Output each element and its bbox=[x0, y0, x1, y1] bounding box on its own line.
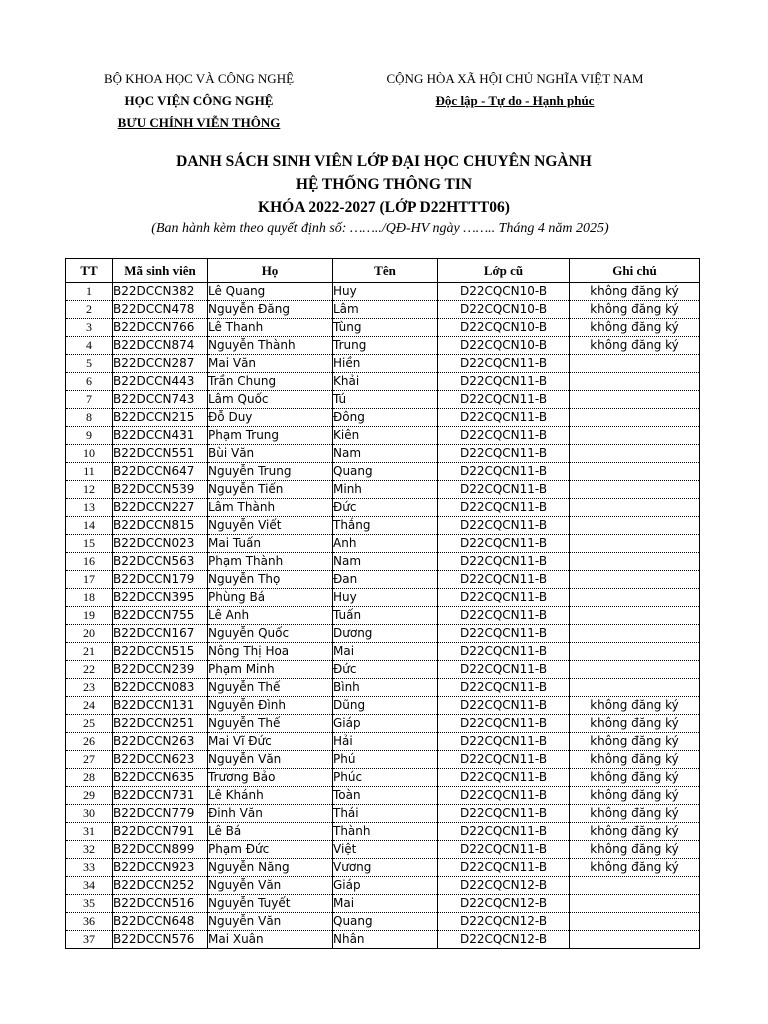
table-row bbox=[66, 391, 700, 409]
column-header-student-id: Mã sinh viên bbox=[113, 259, 208, 283]
given-name-cell: Trung bbox=[333, 337, 438, 355]
student-id-cell: B22DCCN551 bbox=[113, 445, 208, 463]
note-cell bbox=[570, 517, 700, 535]
academy-name-line1: HỌC VIỆN CÔNG NGHỆ bbox=[124, 93, 274, 108]
given-name-cell: Đan bbox=[333, 571, 438, 589]
student-id-cell: B22DCCN923 bbox=[113, 859, 208, 877]
old-class-cell: D22CQCN11-B bbox=[438, 535, 570, 553]
old-class-cell: D22CQCN11-B bbox=[438, 625, 570, 643]
note-cell bbox=[570, 373, 700, 391]
row-number: 24 bbox=[66, 697, 113, 715]
row-number: 30 bbox=[66, 805, 113, 823]
note-cell bbox=[570, 535, 700, 553]
old-class-cell: D22CQCN11-B bbox=[438, 661, 570, 679]
surname-cell: Đinh Văn bbox=[208, 805, 333, 823]
student-id-cell: B22DCCN648 bbox=[113, 913, 208, 931]
given-name-cell: Hải bbox=[333, 733, 438, 751]
surname-cell: Nguyễn Năng bbox=[208, 859, 333, 877]
national-motto bbox=[360, 68, 670, 112]
given-name-cell: Toàn bbox=[333, 787, 438, 805]
surname-cell: Lê Bá bbox=[208, 823, 333, 841]
student-id-cell: B22DCCN239 bbox=[113, 661, 208, 679]
note-cell: không đăng ký bbox=[570, 337, 700, 355]
note-cell bbox=[570, 553, 700, 571]
student-id-cell: B22DCCN251 bbox=[113, 715, 208, 733]
table-row bbox=[66, 877, 700, 895]
note-cell bbox=[570, 895, 700, 913]
given-name-cell: Tú bbox=[333, 391, 438, 409]
surname-cell: Nguyễn Quốc bbox=[208, 625, 333, 643]
note-cell: không đăng ký bbox=[570, 859, 700, 877]
table-row bbox=[66, 553, 700, 571]
table-row bbox=[66, 697, 700, 715]
given-name-cell: Phú bbox=[333, 751, 438, 769]
old-class-cell: D22CQCN11-B bbox=[438, 553, 570, 571]
table-row bbox=[66, 589, 700, 607]
note-cell bbox=[570, 571, 700, 589]
table-row bbox=[66, 499, 700, 517]
row-number: 11 bbox=[66, 463, 113, 481]
surname-cell: Lê Khánh bbox=[208, 787, 333, 805]
given-name-cell: Nam bbox=[333, 445, 438, 463]
row-number: 14 bbox=[66, 517, 113, 535]
row-number: 4 bbox=[66, 337, 113, 355]
old-class-cell: D22CQCN12-B bbox=[438, 877, 570, 895]
table-row bbox=[66, 373, 700, 391]
surname-cell: Phùng Bá bbox=[208, 589, 333, 607]
student-id-cell: B22DCCN382 bbox=[113, 283, 208, 301]
note-cell bbox=[570, 445, 700, 463]
old-class-cell: D22CQCN11-B bbox=[438, 481, 570, 499]
student-id-cell: B22DCCN899 bbox=[113, 841, 208, 859]
note-cell bbox=[570, 463, 700, 481]
row-number: 1 bbox=[66, 283, 113, 301]
old-class-cell: D22CQCN11-B bbox=[438, 589, 570, 607]
column-header-given-name: Tên bbox=[333, 259, 438, 283]
surname-cell: Nguyễn Thọ bbox=[208, 571, 333, 589]
old-class-cell: D22CQCN11-B bbox=[438, 427, 570, 445]
old-class-cell: D22CQCN11-B bbox=[438, 373, 570, 391]
issuing-agency bbox=[60, 68, 338, 134]
given-name-cell: Thái bbox=[333, 805, 438, 823]
old-class-cell: D22CQCN10-B bbox=[438, 301, 570, 319]
surname-cell: Nguyễn Tuyết bbox=[208, 895, 333, 913]
given-name-cell: Việt bbox=[333, 841, 438, 859]
student-id-cell: B22DCCN743 bbox=[113, 391, 208, 409]
table-row bbox=[66, 463, 700, 481]
student-id-cell: B22DCCN874 bbox=[113, 337, 208, 355]
note-cell bbox=[570, 409, 700, 427]
given-name-cell: Anh bbox=[333, 535, 438, 553]
student-id-cell: B22DCCN083 bbox=[113, 679, 208, 697]
given-name-cell: Hiền bbox=[333, 355, 438, 373]
row-number: 2 bbox=[66, 301, 113, 319]
surname-cell: Phạm Đức bbox=[208, 841, 333, 859]
given-name-cell: Quang bbox=[333, 463, 438, 481]
row-number: 19 bbox=[66, 607, 113, 625]
table-row bbox=[66, 337, 700, 355]
old-class-cell: D22CQCN11-B bbox=[438, 679, 570, 697]
note-cell bbox=[570, 877, 700, 895]
column-header-tt: TT bbox=[66, 259, 113, 283]
surname-cell: Nguyễn Đăng bbox=[208, 301, 333, 319]
column-header-old-class: Lớp cũ bbox=[438, 259, 570, 283]
student-id-cell: B22DCCN516 bbox=[113, 895, 208, 913]
row-number: 27 bbox=[66, 751, 113, 769]
surname-cell: Nguyễn Trung bbox=[208, 463, 333, 481]
old-class-cell: D22CQCN11-B bbox=[438, 769, 570, 787]
surname-cell: Nguyễn Văn bbox=[208, 751, 333, 769]
given-name-cell: Huy bbox=[333, 589, 438, 607]
given-name-cell: Nhân bbox=[333, 931, 438, 949]
table-row bbox=[66, 427, 700, 445]
old-class-cell: D22CQCN10-B bbox=[438, 283, 570, 301]
old-class-cell: D22CQCN11-B bbox=[438, 697, 570, 715]
note-cell bbox=[570, 625, 700, 643]
row-number: 28 bbox=[66, 769, 113, 787]
note-cell: không đăng ký bbox=[570, 715, 700, 733]
old-class-cell: D22CQCN11-B bbox=[438, 445, 570, 463]
student-id-cell: B22DCCN478 bbox=[113, 301, 208, 319]
old-class-cell: D22CQCN11-B bbox=[438, 499, 570, 517]
given-name-cell: Tùng bbox=[333, 319, 438, 337]
row-number: 36 bbox=[66, 913, 113, 931]
row-number: 21 bbox=[66, 643, 113, 661]
surname-cell: Nguyễn Thành bbox=[208, 337, 333, 355]
table-row bbox=[66, 859, 700, 877]
surname-cell: Nguyễn Đình bbox=[208, 697, 333, 715]
student-id-cell: B22DCCN443 bbox=[113, 373, 208, 391]
row-number: 33 bbox=[66, 859, 113, 877]
student-id-cell: B22DCCN779 bbox=[113, 805, 208, 823]
table-row bbox=[66, 535, 700, 553]
surname-cell: Nguyễn Thế bbox=[208, 679, 333, 697]
old-class-cell: D22CQCN11-B bbox=[438, 463, 570, 481]
table-row bbox=[66, 643, 700, 661]
table-row bbox=[66, 445, 700, 463]
student-id-cell: B22DCCN179 bbox=[113, 571, 208, 589]
note-cell bbox=[570, 931, 700, 949]
old-class-cell: D22CQCN11-B bbox=[438, 355, 570, 373]
row-number: 16 bbox=[66, 553, 113, 571]
surname-cell: Nguyễn Tiến bbox=[208, 481, 333, 499]
old-class-cell: D22CQCN11-B bbox=[438, 751, 570, 769]
given-name-cell: Giáp bbox=[333, 715, 438, 733]
surname-cell: Lâm Thành bbox=[208, 499, 333, 517]
given-name-cell: Vương bbox=[333, 859, 438, 877]
surname-cell: Mai Văn bbox=[208, 355, 333, 373]
old-class-cell: D22CQCN11-B bbox=[438, 643, 570, 661]
document-header bbox=[0, 68, 768, 134]
given-name-cell: Tuấn bbox=[333, 607, 438, 625]
old-class-cell: D22CQCN11-B bbox=[438, 715, 570, 733]
given-name-cell: Dũng bbox=[333, 697, 438, 715]
old-class-cell: D22CQCN11-B bbox=[438, 409, 570, 427]
surname-cell: Phạm Trung bbox=[208, 427, 333, 445]
given-name-cell: Thành bbox=[333, 823, 438, 841]
note-cell: không đăng ký bbox=[570, 769, 700, 787]
student-list-table bbox=[65, 258, 700, 949]
surname-cell: Trần Chung bbox=[208, 373, 333, 391]
student-id-cell: B22DCCN252 bbox=[113, 877, 208, 895]
table-row bbox=[66, 787, 700, 805]
table-row bbox=[66, 733, 700, 751]
old-class-cell: D22CQCN11-B bbox=[438, 607, 570, 625]
row-number: 18 bbox=[66, 589, 113, 607]
note-cell: không đăng ký bbox=[570, 805, 700, 823]
student-id-cell: B22DCCN815 bbox=[113, 517, 208, 535]
row-number: 37 bbox=[66, 931, 113, 949]
old-class-cell: D22CQCN11-B bbox=[438, 859, 570, 877]
row-number: 35 bbox=[66, 895, 113, 913]
surname-cell: Mai Vĩ Đức bbox=[208, 733, 333, 751]
old-class-cell: D22CQCN11-B bbox=[438, 517, 570, 535]
table-header-row bbox=[66, 259, 700, 283]
document-title bbox=[0, 150, 768, 219]
surname-cell: Phạm Minh bbox=[208, 661, 333, 679]
table-row bbox=[66, 715, 700, 733]
note-cell bbox=[570, 427, 700, 445]
given-name-cell: Dương bbox=[333, 625, 438, 643]
table-row bbox=[66, 571, 700, 589]
given-name-cell: Minh bbox=[333, 481, 438, 499]
surname-cell: Lâm Quốc bbox=[208, 391, 333, 409]
student-id-cell: B22DCCN539 bbox=[113, 481, 208, 499]
note-cell bbox=[570, 679, 700, 697]
table-row bbox=[66, 751, 700, 769]
note-cell: không đăng ký bbox=[570, 751, 700, 769]
table-row bbox=[66, 661, 700, 679]
table-body bbox=[66, 283, 700, 949]
row-number: 17 bbox=[66, 571, 113, 589]
given-name-cell: Đức bbox=[333, 661, 438, 679]
row-number: 15 bbox=[66, 535, 113, 553]
note-cell: không đăng ký bbox=[570, 787, 700, 805]
given-name-cell: Phúc bbox=[333, 769, 438, 787]
row-number: 29 bbox=[66, 787, 113, 805]
student-id-cell: B22DCCN395 bbox=[113, 589, 208, 607]
note-cell bbox=[570, 355, 700, 373]
given-name-cell: Đông bbox=[333, 409, 438, 427]
student-id-cell: B22DCCN131 bbox=[113, 697, 208, 715]
student-id-cell: B22DCCN791 bbox=[113, 823, 208, 841]
student-id-cell: B22DCCN623 bbox=[113, 751, 208, 769]
student-id-cell: B22DCCN263 bbox=[113, 733, 208, 751]
decree-note: (Ban hành kèm theo quyết định số: ……../QĐ-HV ngày …….. Tháng 4 năm 2025) bbox=[151, 221, 609, 236]
given-name-cell: Lâm bbox=[333, 301, 438, 319]
table-row bbox=[66, 283, 700, 301]
old-class-cell: D22CQCN11-B bbox=[438, 787, 570, 805]
note-cell: không đăng ký bbox=[570, 283, 700, 301]
table-row bbox=[66, 301, 700, 319]
surname-cell: Bùi Văn bbox=[208, 445, 333, 463]
old-class-cell: D22CQCN10-B bbox=[438, 319, 570, 337]
surname-cell: Mai Tuấn bbox=[208, 535, 333, 553]
note-cell: không đăng ký bbox=[570, 697, 700, 715]
column-header-note: Ghi chú bbox=[570, 259, 700, 283]
row-number: 5 bbox=[66, 355, 113, 373]
row-number: 6 bbox=[66, 373, 113, 391]
note-cell bbox=[570, 643, 700, 661]
surname-cell: Mai Xuân bbox=[208, 931, 333, 949]
student-id-cell: B22DCCN635 bbox=[113, 769, 208, 787]
student-id-cell: B22DCCN576 bbox=[113, 931, 208, 949]
old-class-cell: D22CQCN12-B bbox=[438, 913, 570, 931]
row-number: 22 bbox=[66, 661, 113, 679]
table-row bbox=[66, 931, 700, 949]
student-id-cell: B22DCCN647 bbox=[113, 463, 208, 481]
table-row bbox=[66, 625, 700, 643]
student-id-cell: B22DCCN287 bbox=[113, 355, 208, 373]
table-row bbox=[66, 517, 700, 535]
given-name-cell: Huy bbox=[333, 283, 438, 301]
title-line1: DANH SÁCH SINH VIÊN LỚP ĐẠI HỌC CHUYÊN NGÀNH bbox=[176, 153, 592, 170]
old-class-cell: D22CQCN10-B bbox=[438, 337, 570, 355]
surname-cell: Nguyễn Văn bbox=[208, 877, 333, 895]
old-class-cell: D22CQCN12-B bbox=[438, 895, 570, 913]
note-cell: không đăng ký bbox=[570, 301, 700, 319]
table-row bbox=[66, 607, 700, 625]
old-class-cell: D22CQCN11-B bbox=[438, 841, 570, 859]
note-cell: không đăng ký bbox=[570, 319, 700, 337]
old-class-cell: D22CQCN11-B bbox=[438, 571, 570, 589]
old-class-cell: D22CQCN11-B bbox=[438, 733, 570, 751]
table-row bbox=[66, 769, 700, 787]
surname-cell: Đỗ Duy bbox=[208, 409, 333, 427]
row-number: 3 bbox=[66, 319, 113, 337]
given-name-cell: Quang bbox=[333, 913, 438, 931]
row-number: 25 bbox=[66, 715, 113, 733]
given-name-cell: Mai bbox=[333, 643, 438, 661]
country-name: CỘNG HÒA XÃ HỘI CHỦ NGHĨA VIỆT NAM bbox=[386, 71, 644, 86]
surname-cell: Lê Anh bbox=[208, 607, 333, 625]
given-name-cell: Kiên bbox=[333, 427, 438, 445]
row-number: 13 bbox=[66, 499, 113, 517]
note-cell bbox=[570, 607, 700, 625]
table-row bbox=[66, 823, 700, 841]
column-header-surname: Họ bbox=[208, 259, 333, 283]
given-name-cell: Bình bbox=[333, 679, 438, 697]
given-name-cell: Giáp bbox=[333, 877, 438, 895]
table-row bbox=[66, 679, 700, 697]
surname-cell: Nguyễn Thế bbox=[208, 715, 333, 733]
student-id-cell: B22DCCN023 bbox=[113, 535, 208, 553]
student-id-cell: B22DCCN755 bbox=[113, 607, 208, 625]
old-class-cell: D22CQCN11-B bbox=[438, 391, 570, 409]
note-cell bbox=[570, 661, 700, 679]
surname-cell: Lê Quang bbox=[208, 283, 333, 301]
academy-name-line2: BƯU CHÍNH VIỄN THÔNG bbox=[117, 115, 281, 130]
table-row bbox=[66, 409, 700, 427]
surname-cell: Trương Bảo bbox=[208, 769, 333, 787]
table-row bbox=[66, 481, 700, 499]
old-class-cell: D22CQCN11-B bbox=[438, 805, 570, 823]
row-number: 32 bbox=[66, 841, 113, 859]
surname-cell: Nông Thị Hoa bbox=[208, 643, 333, 661]
given-name-cell: Nam bbox=[333, 553, 438, 571]
row-number: 23 bbox=[66, 679, 113, 697]
row-number: 9 bbox=[66, 427, 113, 445]
ministry-name: BỘ KHOA HỌC VÀ CÔNG NGHỆ bbox=[103, 71, 295, 86]
row-number: 7 bbox=[66, 391, 113, 409]
row-number: 31 bbox=[66, 823, 113, 841]
note-cell bbox=[570, 481, 700, 499]
note-cell: không đăng ký bbox=[570, 823, 700, 841]
table-row bbox=[66, 805, 700, 823]
old-class-cell: D22CQCN12-B bbox=[438, 931, 570, 949]
student-id-cell: B22DCCN227 bbox=[113, 499, 208, 517]
row-number: 26 bbox=[66, 733, 113, 751]
note-cell: không đăng ký bbox=[570, 733, 700, 751]
motto: Độc lập - Tự do - Hạnh phúc bbox=[435, 93, 595, 108]
old-class-cell: D22CQCN11-B bbox=[438, 823, 570, 841]
surname-cell: Nguyễn Viết bbox=[208, 517, 333, 535]
student-id-cell: B22DCCN167 bbox=[113, 625, 208, 643]
row-number: 20 bbox=[66, 625, 113, 643]
table-row bbox=[66, 841, 700, 859]
student-id-cell: B22DCCN215 bbox=[113, 409, 208, 427]
student-id-cell: B22DCCN563 bbox=[113, 553, 208, 571]
note-cell bbox=[570, 391, 700, 409]
note-cell bbox=[570, 499, 700, 517]
title-line3: KHÓA 2022-2027 (LỚP D22HTTT06) bbox=[258, 199, 510, 216]
given-name-cell: Đức bbox=[333, 499, 438, 517]
note-cell bbox=[570, 589, 700, 607]
row-number: 8 bbox=[66, 409, 113, 427]
note-cell: không đăng ký bbox=[570, 841, 700, 859]
surname-cell: Lê Thanh bbox=[208, 319, 333, 337]
surname-cell: Nguyễn Văn bbox=[208, 913, 333, 931]
table-row bbox=[66, 895, 700, 913]
row-number: 12 bbox=[66, 481, 113, 499]
given-name-cell: Khải bbox=[333, 373, 438, 391]
table-row bbox=[66, 319, 700, 337]
row-number: 34 bbox=[66, 877, 113, 895]
table-row bbox=[66, 913, 700, 931]
student-id-cell: B22DCCN766 bbox=[113, 319, 208, 337]
given-name-cell: Mai bbox=[333, 895, 438, 913]
student-id-cell: B22DCCN515 bbox=[113, 643, 208, 661]
title-line2: HỆ THỐNG THÔNG TIN bbox=[295, 176, 473, 193]
table-row bbox=[66, 355, 700, 373]
row-number: 10 bbox=[66, 445, 113, 463]
given-name-cell: Thắng bbox=[333, 517, 438, 535]
student-id-cell: B22DCCN731 bbox=[113, 787, 208, 805]
surname-cell: Phạm Thành bbox=[208, 553, 333, 571]
note-cell bbox=[570, 913, 700, 931]
student-id-cell: B22DCCN431 bbox=[113, 427, 208, 445]
